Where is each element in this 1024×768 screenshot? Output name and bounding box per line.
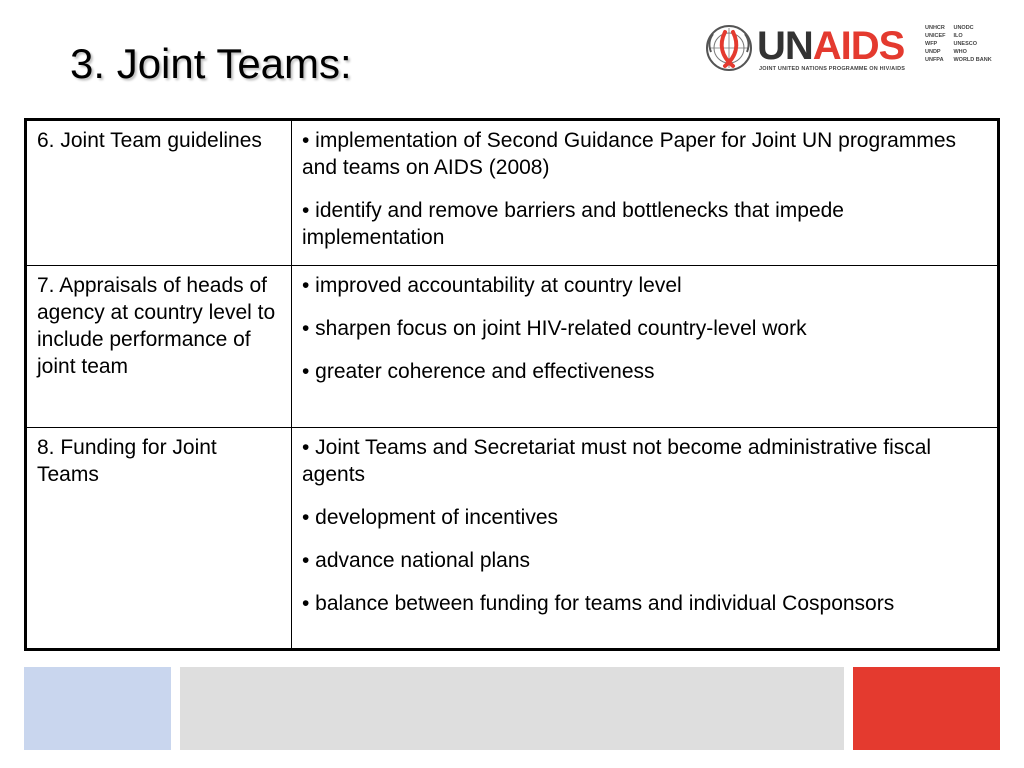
table-row bbox=[26, 266, 999, 428]
bullet-item: • advance national plans bbox=[302, 549, 531, 572]
cosponsor: UNDP bbox=[925, 49, 941, 55]
bullet-item: • development of incentives bbox=[302, 506, 558, 529]
bullet-item: • implementation of Second Guidance Paper for Joint UN programmes and teams on AIDS (2008) bbox=[302, 129, 957, 179]
slide-title: 3. Joint Teams: bbox=[70, 40, 352, 87]
row-label: 6. Joint Team guidelines bbox=[26, 120, 292, 266]
cosponsor: UNICEF bbox=[925, 33, 946, 39]
cosponsor: WHO bbox=[953, 49, 967, 55]
un-emblem-icon bbox=[703, 22, 755, 74]
cosponsor: UNESCO bbox=[953, 41, 978, 47]
bullet-item: • greater coherence and effectiveness bbox=[302, 360, 655, 383]
wordmark-un: UN bbox=[757, 24, 813, 68]
cosponsor: WFP bbox=[925, 41, 938, 47]
cosponsor: WORLD BANK bbox=[953, 57, 992, 63]
logo-tagline: JOINT UNITED NATIONS PROGRAMME ON HIV/AIDS bbox=[759, 66, 906, 72]
bullet-item: • balance between funding for teams and individual Cosponsors bbox=[302, 592, 895, 615]
row-label: 8. Funding for Joint Teams bbox=[26, 428, 292, 650]
footer-block-gray bbox=[180, 667, 844, 750]
footer-block-blue bbox=[24, 667, 171, 750]
cosponsor-column-2 bbox=[953, 24, 991, 64]
cosponsor: UNODC bbox=[953, 25, 974, 31]
cosponsor: UNFPA bbox=[925, 57, 944, 63]
cosponsor-column-1 bbox=[925, 24, 945, 64]
bullet-item: • improved accountability at country level bbox=[302, 274, 682, 297]
bullet-item: • sharpen focus on joint HIV-related country-level work bbox=[302, 317, 807, 340]
wordmark-aids: AIDS bbox=[812, 24, 905, 68]
footer-block-red bbox=[853, 667, 1000, 750]
row-label: 7. Appraisals of heads of agency at country level to include performance of joint team bbox=[26, 266, 292, 428]
row-items bbox=[292, 120, 999, 266]
cosponsor: ILO bbox=[953, 33, 963, 39]
unaids-logo bbox=[703, 22, 1003, 74]
table-row bbox=[26, 120, 999, 266]
unaids-wordmark bbox=[757, 24, 904, 68]
bullet-item: • identify and remove barriers and bottlenecks that impede implementation bbox=[302, 199, 844, 249]
cosponsor: UNHCR bbox=[925, 25, 945, 31]
bullet-item: • Joint Teams and Secretariat must not become administrative fiscal agents bbox=[302, 436, 932, 486]
joint-teams-table bbox=[24, 118, 1000, 651]
row-items bbox=[292, 266, 999, 428]
row-items bbox=[292, 428, 999, 650]
cosponsor-list bbox=[925, 24, 992, 64]
table-row bbox=[26, 428, 999, 650]
